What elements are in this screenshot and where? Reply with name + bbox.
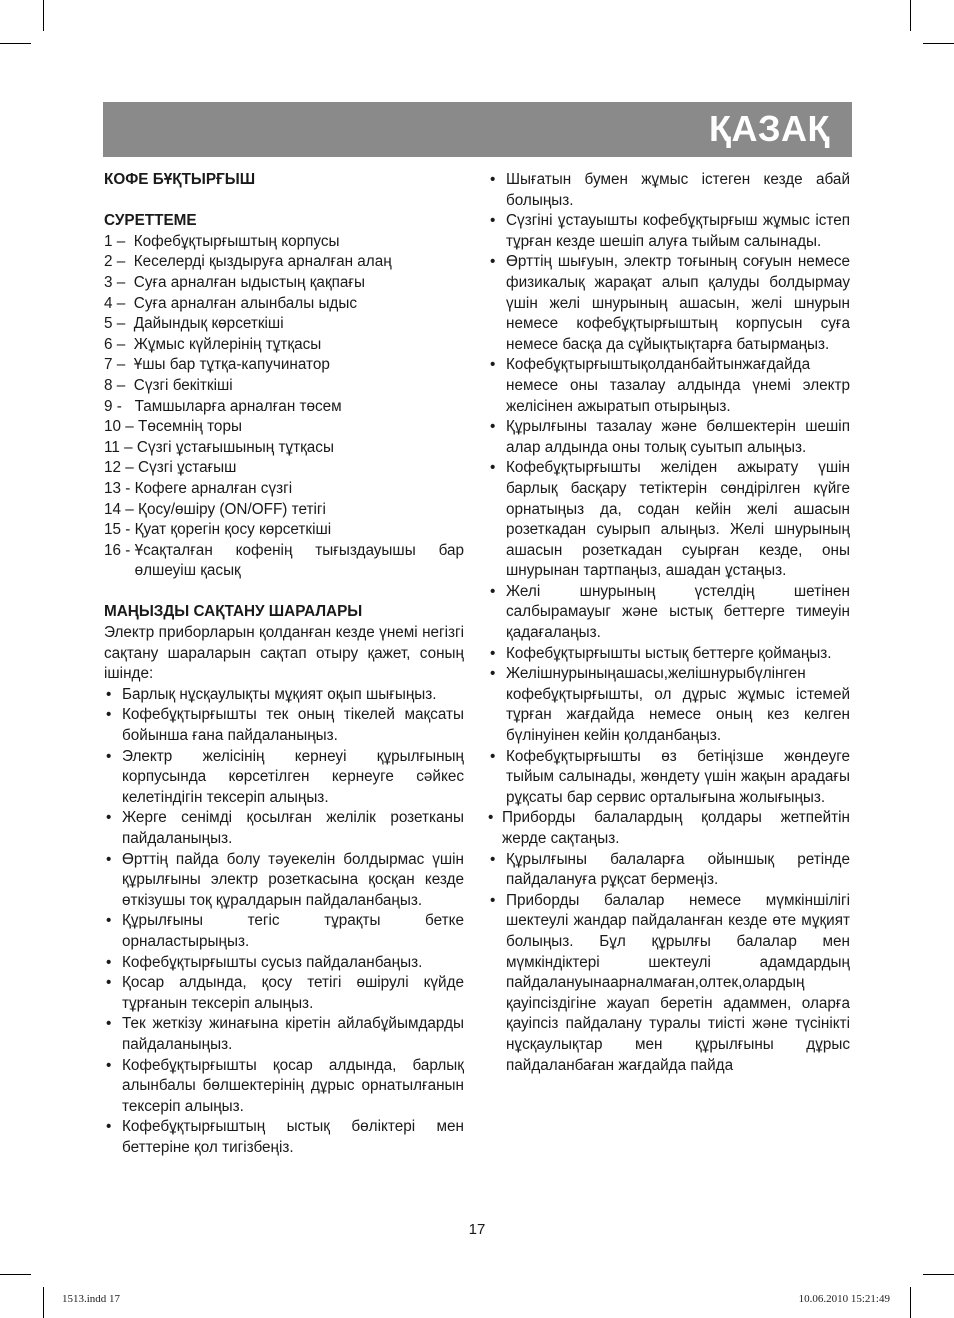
bullet-text: Приборды балалар немесе мүмкіншілігі шектеулі жандар пайдаланған кезде өте мұқият болыңыз. Бұл құрылғы балалар мен мүмкіндіктері шектеулі адамдардың пайдалануынаарналмаған,олтек,олардың қауіпсіздігіне жауап беретін адаммен, оларға қауіпсіз пайдалану туралы тиісті және түсінікті нұсқаулықтар мен құрылғыны дұрыс пайдаланбаған жағдайда пайда bbox=[506, 891, 850, 1074]
bullet-text: Кофебұқтырғыштың ыстық бөліктері мен беттеріне қол тигізбеңіз. bbox=[122, 1118, 464, 1156]
part-number: 15 - bbox=[104, 521, 135, 539]
bullet-icon: • bbox=[490, 418, 496, 436]
part-number: 2 – bbox=[104, 253, 134, 271]
bullet-icon: • bbox=[490, 356, 496, 374]
bullet-item bbox=[104, 747, 464, 809]
bullet-text: Кофебұқтырғыштықолданбайтынжағдайда немесе оны тазалау алдында үнемі электр желісінен ажыратып отырыңыз. bbox=[506, 356, 850, 415]
part-item bbox=[104, 252, 464, 273]
part-item bbox=[104, 376, 464, 397]
bullet-icon: • bbox=[490, 891, 496, 909]
right-column bbox=[488, 170, 850, 1076]
description-heading: СУРЕТТЕМЕ bbox=[104, 212, 197, 230]
safety-bullet-list bbox=[104, 685, 464, 1159]
part-number: 6 – bbox=[104, 335, 134, 353]
part-number: 4 – bbox=[104, 294, 134, 312]
bullet-text: Тек жеткізу жинағына кіретін айлабұйымдарды пайдаланыңыз. bbox=[122, 1015, 464, 1053]
bullet-text: Құрылғыны тазалау және бөлшектерін шешіп алар алдында оны толық суытып алыңыз. bbox=[506, 418, 850, 456]
part-item bbox=[104, 314, 464, 335]
bullet-text: Өрттің шығуын, электр тоғының соғуын немесе физикалық жарақат алып қалуды болдырмау үшін желі шнурының ашасын, желі шнурын немесе кофебұқтырғыштың корпусын суға немесе басқа да сұйықтықтарға батырмаңыз. bbox=[506, 253, 850, 353]
part-item bbox=[104, 273, 464, 294]
bullet-text: Құрылғыны балаларға ойыншық ретінде пайдалануға рұқсат бермеңіз. bbox=[506, 850, 850, 889]
part-number: 16 - bbox=[104, 541, 135, 559]
part-label: Сүзгі ұстағыш bbox=[138, 459, 237, 477]
bullet-icon: • bbox=[490, 212, 496, 230]
bullet-item bbox=[488, 747, 850, 809]
bullet-icon: • bbox=[106, 912, 112, 930]
crop-mark bbox=[43, 1287, 44, 1318]
bullet-item bbox=[488, 808, 850, 849]
print-slug-file: 1513.indd 17 bbox=[62, 1293, 121, 1305]
bullet-item bbox=[488, 211, 850, 252]
bullet-icon: • bbox=[106, 685, 112, 703]
bullet-icon: • bbox=[490, 582, 496, 600]
part-item bbox=[104, 438, 464, 459]
bullet-icon: • bbox=[490, 171, 496, 188]
part-number: 10 – bbox=[104, 418, 139, 436]
bullet-item bbox=[488, 170, 850, 211]
part-label: Сүзгі бекіткіші bbox=[133, 376, 233, 394]
bullet-text: Шығатын бумен жұмыс істеген кезде абай болыңыз. bbox=[506, 171, 850, 209]
part-number: 11 – bbox=[104, 438, 137, 456]
bullet-item bbox=[488, 355, 850, 417]
bullet-item bbox=[488, 644, 850, 665]
bullet-text: Барлық нұсқаулықты мұқият оқып шығыңыз. bbox=[122, 685, 437, 703]
bullet-item bbox=[104, 850, 464, 912]
bullet-text: Электр желісінің кернеуі құрылғының корпусында көрсетілген кернеуге сәйкес келетіндігін тексеріп алыңыз. bbox=[122, 747, 464, 806]
bullet-icon: • bbox=[106, 974, 112, 992]
part-label: Ұсақталған кофенің тығыздауышы бар өлшеуіш қасық bbox=[134, 541, 464, 580]
part-item bbox=[104, 397, 464, 418]
part-number: 1 – bbox=[104, 232, 134, 250]
part-label: Кеселерді қыздыруға арналған алаң bbox=[133, 253, 392, 271]
part-label: Кофебұқтырғыштың корпусы bbox=[133, 232, 340, 250]
part-label: Ұшы бар тұтқа-капучинатор bbox=[133, 356, 330, 374]
bullet-text: Желішнурыныңашасы,желішнурыбүлінген кофебұқтырғышты, ол дұрыс жұмыс істемей тұрған жағдайда немесе оның кез келген бүлінуінен кейін қолданбаңыз. bbox=[506, 665, 850, 745]
bullet-item bbox=[488, 417, 850, 458]
bullet-icon: • bbox=[106, 1056, 112, 1074]
product-title: КОФЕ БҰҚТЫРҒЫШ bbox=[104, 171, 256, 188]
part-item bbox=[104, 417, 464, 438]
part-label: Сүзгі ұстағышының тұтқасы bbox=[136, 438, 334, 456]
bullet-icon: • bbox=[490, 665, 496, 683]
bullet-item bbox=[488, 458, 850, 582]
bullet-icon: • bbox=[106, 850, 112, 868]
bullet-item bbox=[104, 973, 464, 1014]
bullet-item bbox=[104, 1056, 464, 1118]
bullet-item bbox=[488, 891, 850, 1076]
part-label: Жұмыс күйлерінің тұтқасы bbox=[133, 335, 322, 353]
part-label: Қосу/өшіру (ON/OFF) тетігі bbox=[138, 500, 326, 518]
bullet-icon: • bbox=[106, 953, 112, 971]
bullet-item bbox=[488, 850, 850, 891]
bullet-item bbox=[104, 911, 464, 952]
safety-bullet-list-continued bbox=[488, 170, 850, 1076]
part-number: 7 – bbox=[104, 356, 134, 374]
bullet-text: Сүзгіні ұстауышты кофебұқтырғыш жұмыс істеп тұрған кезде шешіп алуға тыйым салынады. bbox=[506, 212, 850, 250]
part-number: 3 – bbox=[104, 273, 134, 291]
bullet-text: Приборды балалардың қолдары жетпейтін жерде сақтаңыз. bbox=[502, 809, 850, 847]
part-item bbox=[104, 355, 464, 376]
bullet-text: Кофебұқтырғышты ыстық беттерге қоймаңыз. bbox=[506, 644, 832, 662]
bullet-item bbox=[104, 953, 464, 974]
part-label: Дайындық көрсеткіші bbox=[133, 315, 284, 333]
bullet-text: Кофебұқтырғышты тек оның тікелей мақсаты бойынша ғана пайдаланыңыз. bbox=[122, 706, 464, 745]
part-number: 8 – bbox=[104, 376, 134, 394]
bullet-icon: • bbox=[490, 459, 496, 477]
crop-mark bbox=[923, 1274, 954, 1275]
bullet-item bbox=[104, 705, 464, 746]
bullet-icon: • bbox=[490, 253, 496, 271]
crop-mark bbox=[0, 43, 31, 44]
part-number: 12 – bbox=[104, 459, 139, 477]
crop-mark bbox=[923, 43, 954, 44]
part-item bbox=[104, 479, 464, 500]
part-number: 9 - bbox=[104, 397, 135, 415]
crop-mark bbox=[910, 1287, 911, 1318]
part-label: Тамшыларға арналған төсем bbox=[134, 397, 342, 415]
print-slug-date: 10.06.2010 15:21:49 bbox=[798, 1293, 890, 1305]
bullet-text: Желі шнурының үстелдің шетінен салбырамауыг және ыстық беттерге тимеуін қадағалаңыз. bbox=[506, 582, 850, 642]
part-label: Суға арналған ыдыстың қақпағы bbox=[133, 273, 365, 291]
bullet-text: Жерге сенімді қосылған желілік розетканы пайдаланыңыз. bbox=[122, 809, 464, 847]
part-number: 14 – bbox=[104, 500, 139, 518]
bullet-icon: • bbox=[490, 747, 496, 765]
bullet-text: Кофебұқтырғышты сусыз пайдаланбаңыз. bbox=[122, 953, 423, 971]
safety-intro: Электр приборларын қолданған кезде үнемі негізгі сақтану шараларын сақтап отыру қажет, соның ішінде: bbox=[104, 624, 464, 683]
bullet-icon: • bbox=[106, 706, 112, 724]
crop-mark bbox=[910, 0, 911, 31]
bullet-icon: • bbox=[106, 1015, 112, 1033]
bullet-item bbox=[488, 664, 850, 746]
part-item bbox=[104, 294, 464, 315]
bullet-icon: • bbox=[488, 809, 494, 827]
bullet-icon: • bbox=[106, 809, 112, 827]
bullet-text: Кофебұқтырғышты қосар алдында, барлық алынбалы бөлшектерінің дұрыс орнатылғанын тексеріп алыңыз. bbox=[122, 1056, 464, 1115]
bullet-item bbox=[488, 252, 850, 355]
bullet-icon: • bbox=[106, 747, 112, 765]
part-label: Қуат қорегін қосу көрсеткіші bbox=[134, 521, 332, 539]
bullet-text: Қосар алдында, қосу тетігі өшірулі күйде тұрғанын тексеріп алыңыз. bbox=[122, 974, 464, 1012]
bullet-icon: • bbox=[106, 1118, 112, 1136]
bullet-item bbox=[104, 808, 464, 849]
bullet-text: Құрылғыны тегіс тұрақты бетке орналастырыңыз. bbox=[122, 912, 464, 950]
page-number: 17 bbox=[468, 1221, 486, 1238]
left-column bbox=[104, 170, 464, 1159]
part-item bbox=[104, 541, 464, 582]
part-item bbox=[104, 520, 464, 541]
part-item bbox=[104, 458, 464, 479]
bullet-icon: • bbox=[490, 644, 496, 662]
bullet-text: Кофебұқтырғышты желіден ажырату үшін барлық басқару тетіктерін сөндірілген күйге орнатыңыз да, содан кейін желі ашасын розеткадан суырып алыңыз. Желі шнурының ашасын розеткадан суырған кезде, оны шнурынан тартпаңыз, ашадан ұстаңыз. bbox=[506, 459, 850, 580]
part-item bbox=[104, 232, 464, 253]
bullet-item bbox=[104, 1117, 464, 1158]
safety-heading: МАҢЫЗДЫ САҚТАНУ ШАРАЛАРЫ bbox=[104, 603, 363, 621]
part-label: Төсемнің торы bbox=[138, 418, 242, 436]
language-title: ҚАЗАҚ bbox=[709, 108, 830, 149]
bullet-item bbox=[104, 685, 464, 706]
crop-mark bbox=[43, 0, 44, 31]
part-label: Кофеге арналған сүзгі bbox=[134, 479, 293, 497]
part-item bbox=[104, 335, 464, 356]
bullet-item bbox=[488, 582, 850, 644]
part-item bbox=[104, 500, 464, 521]
bullet-text: Өрттің пайда болу тәуекелін болдырмас үшін құрылғыны электр розеткасына қосқан кезде өткізушы тоқ құралдарын пайдаланбаңыз. bbox=[122, 850, 464, 909]
part-number: 13 - bbox=[104, 479, 135, 497]
crop-mark bbox=[0, 1274, 31, 1275]
bullet-icon: • bbox=[490, 850, 496, 868]
bullet-text: Кофебұқтырғышты өз бетіңізше жөндеуге тыйым салынады, жөндету үшін жақын арадағы рұқсаты бар сервис орталығына жолығыңыз. bbox=[506, 747, 850, 806]
bullet-item bbox=[104, 1014, 464, 1055]
part-label: Суға арналған алынбалы ыдыс bbox=[133, 294, 358, 312]
parts-list bbox=[104, 232, 464, 582]
language-header-bar bbox=[103, 102, 852, 157]
part-number: 5 – bbox=[104, 315, 134, 333]
